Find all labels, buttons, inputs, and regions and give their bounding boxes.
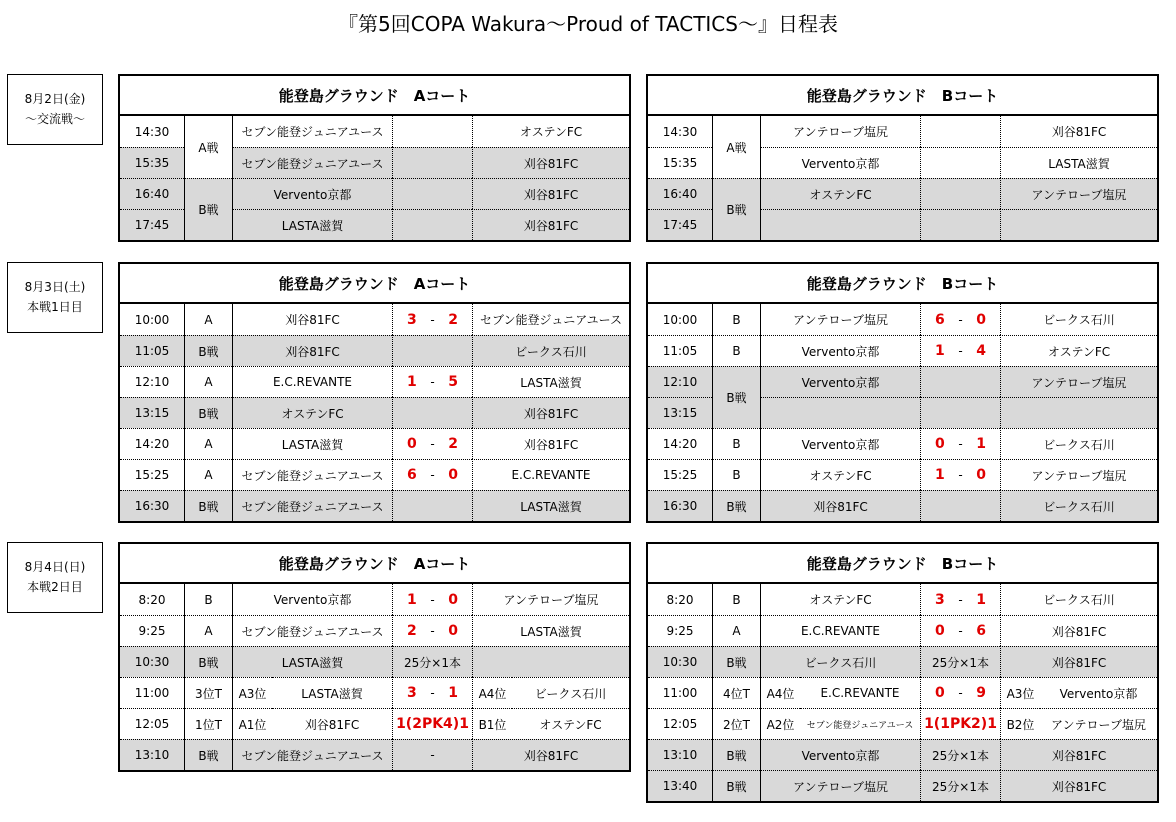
round-cell: 3位T [184,677,232,708]
score-cell [392,116,472,147]
round-cell: B [712,304,760,335]
score-separator: - [430,592,435,607]
team-cell: 刈谷81FC [472,147,629,178]
day-date: 8月3日(土) [24,280,86,294]
score-cell [392,304,472,335]
team-cell: Vervento京都 [760,335,920,366]
score-home: 6 [935,311,945,328]
score-away: 6 [976,623,986,639]
team-cell: 刈谷81FC [1000,646,1157,677]
team-cell: ビークス石川 [1000,304,1157,335]
team-cell: 刈谷81FC [1000,770,1157,801]
score-cell [920,584,1000,615]
score-cell [920,677,1000,708]
team-cell: ビークス石川 [512,677,629,708]
score-cell [392,335,472,366]
day-date: 8月2日(金) [24,92,86,106]
round-cell: B戦 [712,178,760,240]
schedule-grid [120,304,629,521]
round-cell: B [184,584,232,615]
schedule-grid [648,116,1157,240]
round-cell: A戦 [184,116,232,178]
schedule-table-aug4-court-b [646,542,1159,803]
team-cell: アンテローブ塩尻 [472,584,629,615]
seed-cell: B1位 [472,708,512,739]
seed-cell: A4位 [760,677,800,708]
score-cell [920,366,1000,397]
team-cell: LASTA滋賀 [232,646,392,677]
team-cell: セブン能登ジュニアユース [472,304,629,335]
time-cell: 10:00 [134,312,170,327]
score-cell [392,209,472,240]
score-cell: - [392,739,472,770]
time-cell: 12:10 [648,366,712,397]
score-away: 1 [976,436,986,452]
score-cell [392,147,472,178]
team-cell: オステンFC [760,178,920,209]
score-cell [392,615,472,646]
day-label-aug3 [7,262,103,333]
round-cell: A [184,428,232,459]
team-cell: 刈谷81FC [1000,116,1157,147]
team-cell: LASTA滋賀 [472,490,629,521]
team-cell: セブン能登ジュニアユース [232,459,392,490]
schedule-grid [120,584,629,770]
time-cell: 16:40 [648,178,712,209]
team-cell: 刈谷81FC [760,490,920,521]
score-away: 4 [976,343,986,359]
score-separator: - [958,624,963,638]
team-cell: アンテローブ塩尻 [1000,459,1157,490]
team-cell: セブン能登ジュニアユース [232,116,392,147]
seed-cell: A2位 [760,708,800,739]
round-cell: B戦 [184,739,232,770]
time-cell: 15:35 [120,147,184,178]
time-cell: 13:10 [120,739,184,770]
round-cell: 1位T [184,708,232,739]
time-cell: 14:30 [134,124,170,139]
team-cell: アンテローブ塩尻 [760,770,920,801]
team-cell: LASTA滋賀 [1000,147,1157,178]
time-cell: 11:00 [648,677,712,708]
time-cell: 13:40 [648,770,712,801]
score-cell: 25分×1本 [920,770,1000,801]
team-cell: Vervento京都 [232,178,392,209]
score-cell [920,428,1000,459]
time-cell: 12:05 [648,708,712,739]
round-cell: B戦 [184,397,232,428]
score-cell [392,178,472,209]
team-cell: ビークス石川 [1000,584,1157,615]
time-cell: 10:30 [120,646,184,677]
score-cell [392,677,472,708]
team-cell: アンテローブ塩尻 [1000,366,1157,397]
round-cell: B [712,335,760,366]
round-cell: B [712,584,760,615]
seed-cell: A1位 [232,708,272,739]
team-cell: セブン能登ジュニアユース [232,147,392,178]
score-separator: - [430,624,435,638]
team-cell: 刈谷81FC [1000,615,1157,646]
day-subtitle: 本戦1日目 [27,300,83,314]
time-cell: 16:30 [120,490,184,521]
team-cell: 刈谷81FC [472,739,629,770]
team-cell [1000,209,1157,240]
schedule-grid [120,116,629,240]
score-cell [920,397,1000,428]
round-cell: 2位T [712,708,760,739]
score-away: 1 [976,591,986,608]
team-cell: 刈谷81FC [472,209,629,240]
schedule-grid [648,304,1157,521]
score-away: 0 [448,591,458,608]
team-cell: 刈谷81FC [232,335,392,366]
team-cell: オステンFC [472,116,629,147]
score-home: 6 [407,467,417,483]
round-cell: A戦 [712,116,760,178]
score-cell [920,209,1000,240]
score-home: 1 [935,467,945,483]
score-home: 3 [407,685,417,701]
time-cell: 12:05 [120,708,184,739]
schedule-table-aug3-court-b [646,262,1159,523]
score-cell [920,615,1000,646]
score-home: 0 [407,436,417,452]
court-title: 能登島グラウンド Aコート [120,76,629,116]
time-cell: 15:25 [120,459,184,490]
team-cell: アンテローブ塩尻 [1000,178,1157,209]
score-home: 1 [407,374,417,390]
score-cell: 25分×1本 [920,646,1000,677]
team-cell: LASTA滋賀 [472,366,629,397]
time-cell: 10:00 [662,312,698,327]
round-cell: B戦 [712,646,760,677]
team-cell: 刈谷81FC [472,428,629,459]
score-home: 3 [407,311,417,328]
team-cell: E.C.REVANTE [800,677,920,708]
score-cell [920,335,1000,366]
score-separator: - [430,375,435,389]
round-cell: B戦 [184,335,232,366]
score-cell [920,147,1000,178]
time-cell: 15:35 [648,147,712,178]
team-cell: Vervento京都 [232,584,392,615]
score-away: 2 [448,436,458,452]
score-away: 9 [976,685,986,701]
team-cell: アンテローブ塩尻 [1040,708,1157,739]
time-cell: 9:25 [120,615,184,646]
time-cell: 16:30 [648,490,712,521]
time-cell: 8:20 [138,592,166,607]
score-cell [392,397,472,428]
team-cell: オステンFC [232,397,392,428]
time-cell: 15:25 [648,459,712,490]
team-cell: オステンFC [1000,335,1157,366]
schedule-grid [648,584,1157,801]
team-cell: ビークス石川 [472,335,629,366]
score-cell [392,428,472,459]
team-cell: LASTA滋賀 [472,615,629,646]
score-separator: - [430,312,435,327]
day-subtitle: ～交流戦～ [24,112,85,126]
round-cell: 4位T [712,677,760,708]
score-home: 0 [935,436,945,452]
round-cell: A [184,304,232,335]
time-cell: 13:15 [648,397,712,428]
round-cell: B戦 [712,490,760,521]
seed-cell: B2位 [1000,708,1040,739]
team-cell: E.C.REVANTE [472,459,629,490]
team-cell: LASTA滋賀 [272,677,392,708]
team-cell: E.C.REVANTE [760,615,920,646]
team-cell: Vervento京都 [1040,677,1157,708]
round-cell: B戦 [712,770,760,801]
day-label-aug2 [7,74,103,145]
score-cell: 25分×1本 [920,739,1000,770]
round-cell: A [184,615,232,646]
seed-cell: A4位 [472,677,512,708]
team-cell: 刈谷81FC [1000,739,1157,770]
schedule-table-aug4-court-a [118,542,631,772]
round-cell: B戦 [712,739,760,770]
team-cell [760,397,920,428]
time-cell: 17:45 [648,209,712,240]
score-cell: 1(2PK4)1 [392,708,472,739]
score-cell [392,366,472,397]
score-separator: - [430,686,435,700]
score-away: 0 [448,467,458,483]
team-cell: セブン能登ジュニアユース [232,615,392,646]
team-cell [1000,397,1157,428]
team-cell: アンテローブ塩尻 [760,116,920,147]
time-cell: 14:30 [662,124,698,139]
team-cell: オステンFC [760,584,920,615]
score-home: 0 [935,623,945,639]
score-separator: - [958,344,963,358]
time-cell: 11:00 [120,677,184,708]
team-cell: ビークス石川 [1000,428,1157,459]
round-cell: B戦 [184,490,232,521]
score-separator: - [958,686,963,700]
court-title: 能登島グラウンド Aコート [120,544,629,584]
score-separator: - [958,437,963,451]
time-cell: 11:05 [648,335,712,366]
score-away: 1 [448,685,458,701]
round-cell: B [712,459,760,490]
score-home: 1 [935,343,945,359]
score-away: 5 [448,374,458,390]
score-cell [920,116,1000,147]
score-separator: - [958,312,963,327]
team-cell: E.C.REVANTE [232,366,392,397]
round-cell: A [184,366,232,397]
schedule-table-aug2-court-a [118,74,631,242]
time-cell: 13:15 [120,397,184,428]
round-cell: B [712,428,760,459]
score-separator: - [958,592,963,607]
day-date: 8月4日(日) [24,560,86,574]
court-title: 能登島グラウンド Aコート [120,264,629,304]
time-cell: 17:45 [120,209,184,240]
score-away: 0 [448,623,458,639]
team-cell: セブン能登ジュニアユース [800,708,920,739]
team-cell: LASTA滋賀 [232,209,392,240]
score-cell [920,490,1000,521]
score-separator: - [958,468,963,482]
score-home: 0 [935,685,945,701]
score-home: 1 [407,591,417,608]
team-cell: LASTA滋賀 [232,428,392,459]
round-cell: B戦 [712,366,760,428]
time-cell: 11:05 [120,335,184,366]
score-cell [920,459,1000,490]
team-cell: 刈谷81FC [472,397,629,428]
score-away: 0 [976,311,986,328]
team-cell: ビークス石川 [1000,490,1157,521]
round-cell: A [712,615,760,646]
time-cell: 9:25 [648,615,712,646]
time-cell: 13:10 [648,739,712,770]
score-home: 3 [935,591,945,608]
team-cell: 刈谷81FC [472,178,629,209]
score-cell: 25分×1本 [392,646,472,677]
score-cell [920,178,1000,209]
team-cell: オステンFC [760,459,920,490]
team-cell: Vervento京都 [760,147,920,178]
schedule-table-aug3-court-a [118,262,631,523]
court-title: 能登島グラウンド Bコート [648,544,1157,584]
time-cell: 12:10 [120,366,184,397]
round-cell: B戦 [184,646,232,677]
score-cell [392,584,472,615]
team-cell: 刈谷81FC [272,708,392,739]
team-cell: アンテローブ塩尻 [760,304,920,335]
day-subtitle: 本戦2日目 [27,580,83,594]
page-title: 『第5回COPA Wakura～Proud of TACTICS～』日程表 [338,12,838,36]
seed-cell: A3位 [1000,677,1040,708]
time-cell: 16:40 [120,178,184,209]
score-home: 2 [407,623,417,639]
team-cell: オステンFC [512,708,629,739]
team-cell: Vervento京都 [760,428,920,459]
score-cell [920,304,1000,335]
team-cell: Vervento京都 [760,739,920,770]
score-separator: - [430,437,435,451]
team-cell: セブン能登ジュニアユース [232,490,392,521]
team-cell: ビークス石川 [760,646,920,677]
score-away: 0 [976,467,986,483]
team-cell: Vervento京都 [760,366,920,397]
time-cell: 14:20 [120,428,184,459]
schedule-table-aug2-court-b [646,74,1159,242]
score-cell [392,490,472,521]
team-cell: セブン能登ジュニアユース [232,739,392,770]
team-cell [760,209,920,240]
score-cell [392,459,472,490]
seed-cell: A3位 [232,677,272,708]
team-cell [472,646,629,677]
court-title: 能登島グラウンド Bコート [648,76,1157,116]
score-away: 2 [448,311,458,328]
court-title: 能登島グラウンド Bコート [648,264,1157,304]
day-label-aug4 [7,542,103,613]
round-cell: A [184,459,232,490]
score-cell: 1(1PK2)1 [920,708,1000,739]
team-cell: 刈谷81FC [232,304,392,335]
time-cell: 14:20 [648,428,712,459]
time-cell: 8:20 [666,592,694,607]
score-separator: - [430,468,435,482]
time-cell: 10:30 [648,646,712,677]
round-cell: B戦 [184,178,232,240]
